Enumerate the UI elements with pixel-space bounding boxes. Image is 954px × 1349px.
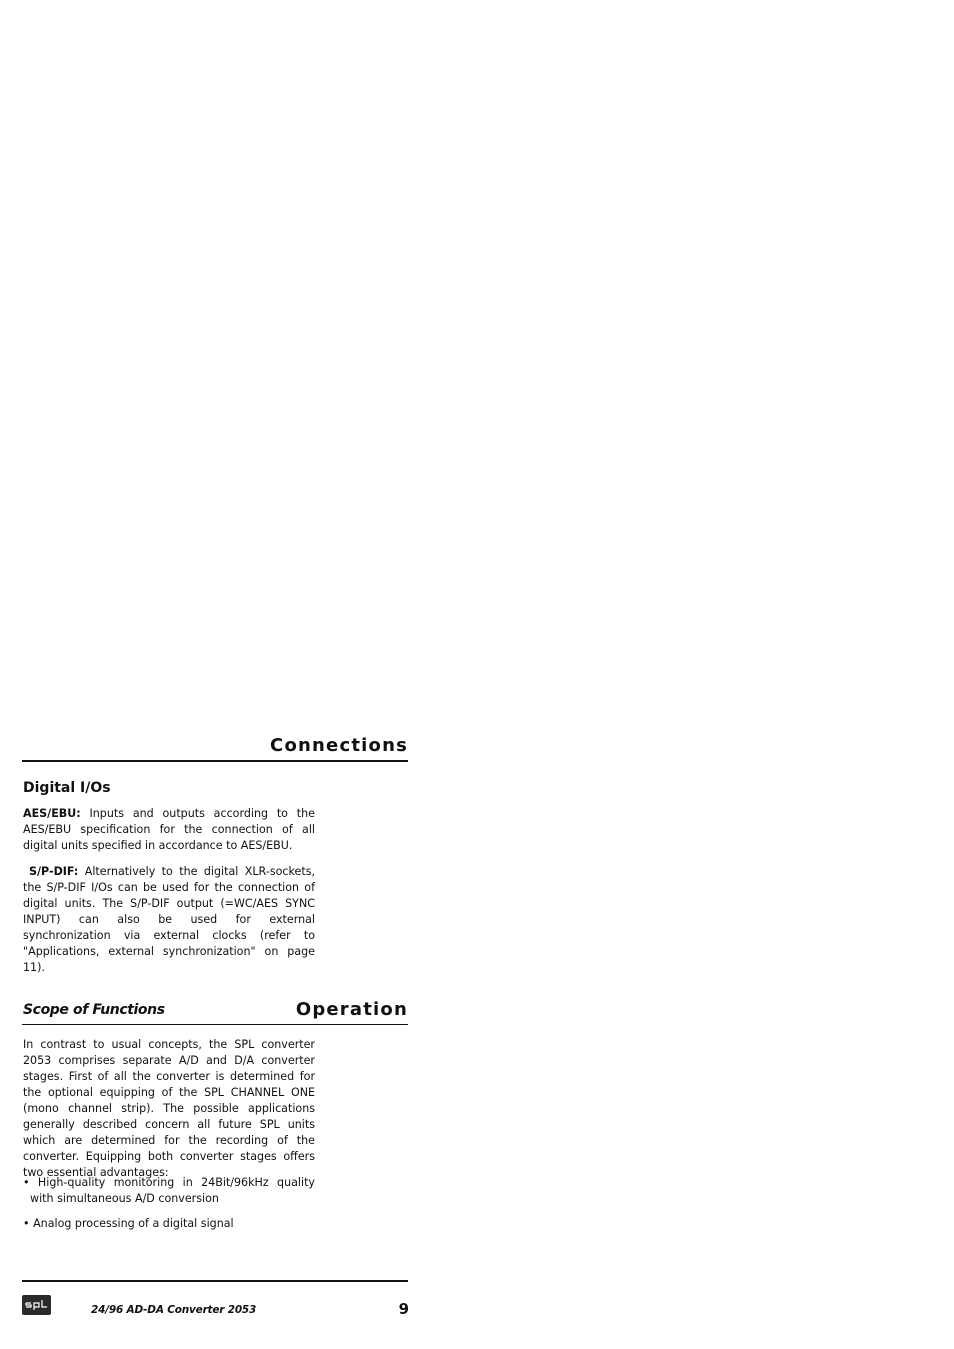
spl-logo-icon (22, 1295, 51, 1315)
digital-ios-heading: Digital I/Os (23, 780, 111, 796)
footer-document-title: 24/96 AD-DA Converter 2053 (91, 1304, 257, 1316)
connections-heading: Connections (270, 735, 408, 756)
aes-ebu-paragraph (23, 806, 315, 854)
page-number: 9 (398, 1300, 409, 1318)
spdif-label: S/P-DIF: (29, 865, 79, 878)
scope-of-functions-heading: Scope of Functions (23, 1002, 165, 1018)
aes-ebu-text: Inputs and outputs according to the AES/EBU specification for the connection of all digital units specified in accordance to AES/EBU. (23, 807, 315, 852)
aes-ebu-label: AES/EBU: (23, 807, 81, 820)
connections-divider (22, 760, 408, 762)
operation-heading: Operation (295, 999, 408, 1020)
footer-divider (22, 1280, 408, 1282)
spdif-text: Alternatively to the digital XLR-sockets, the S/P-DIF I/Os can be used for the connection of digital units. The S/P-DIF output (=WC/AES SYNC INPUT) can also be used for external synchronization via external clocks (refer to "Applications, external synchronization" on page 11). (23, 865, 315, 974)
spdif-paragraph (23, 864, 315, 976)
operation-divider (22, 1024, 408, 1025)
scope-paragraph: In contrast to usual concepts, the SPL converter 2053 comprises separate A/D and D/A converter stages. First of all the converter is determined for the optional equipping of the SPL CHANNEL ONE (mono channel strip). The possible applications generally described concern all future SPL units which are determined for the recording of the converter. Equipping both converter stages offers two essential advantages: (23, 1038, 315, 1179)
bullet-item-monitoring: • High-quality monitoring in 24Bit/96kHz quality with simultaneous A/D conversion (23, 1176, 315, 1205)
bullet-item-analog-processing: • Analog processing of a digital signal (23, 1217, 234, 1230)
spl-logo-mark (24, 1299, 49, 1311)
